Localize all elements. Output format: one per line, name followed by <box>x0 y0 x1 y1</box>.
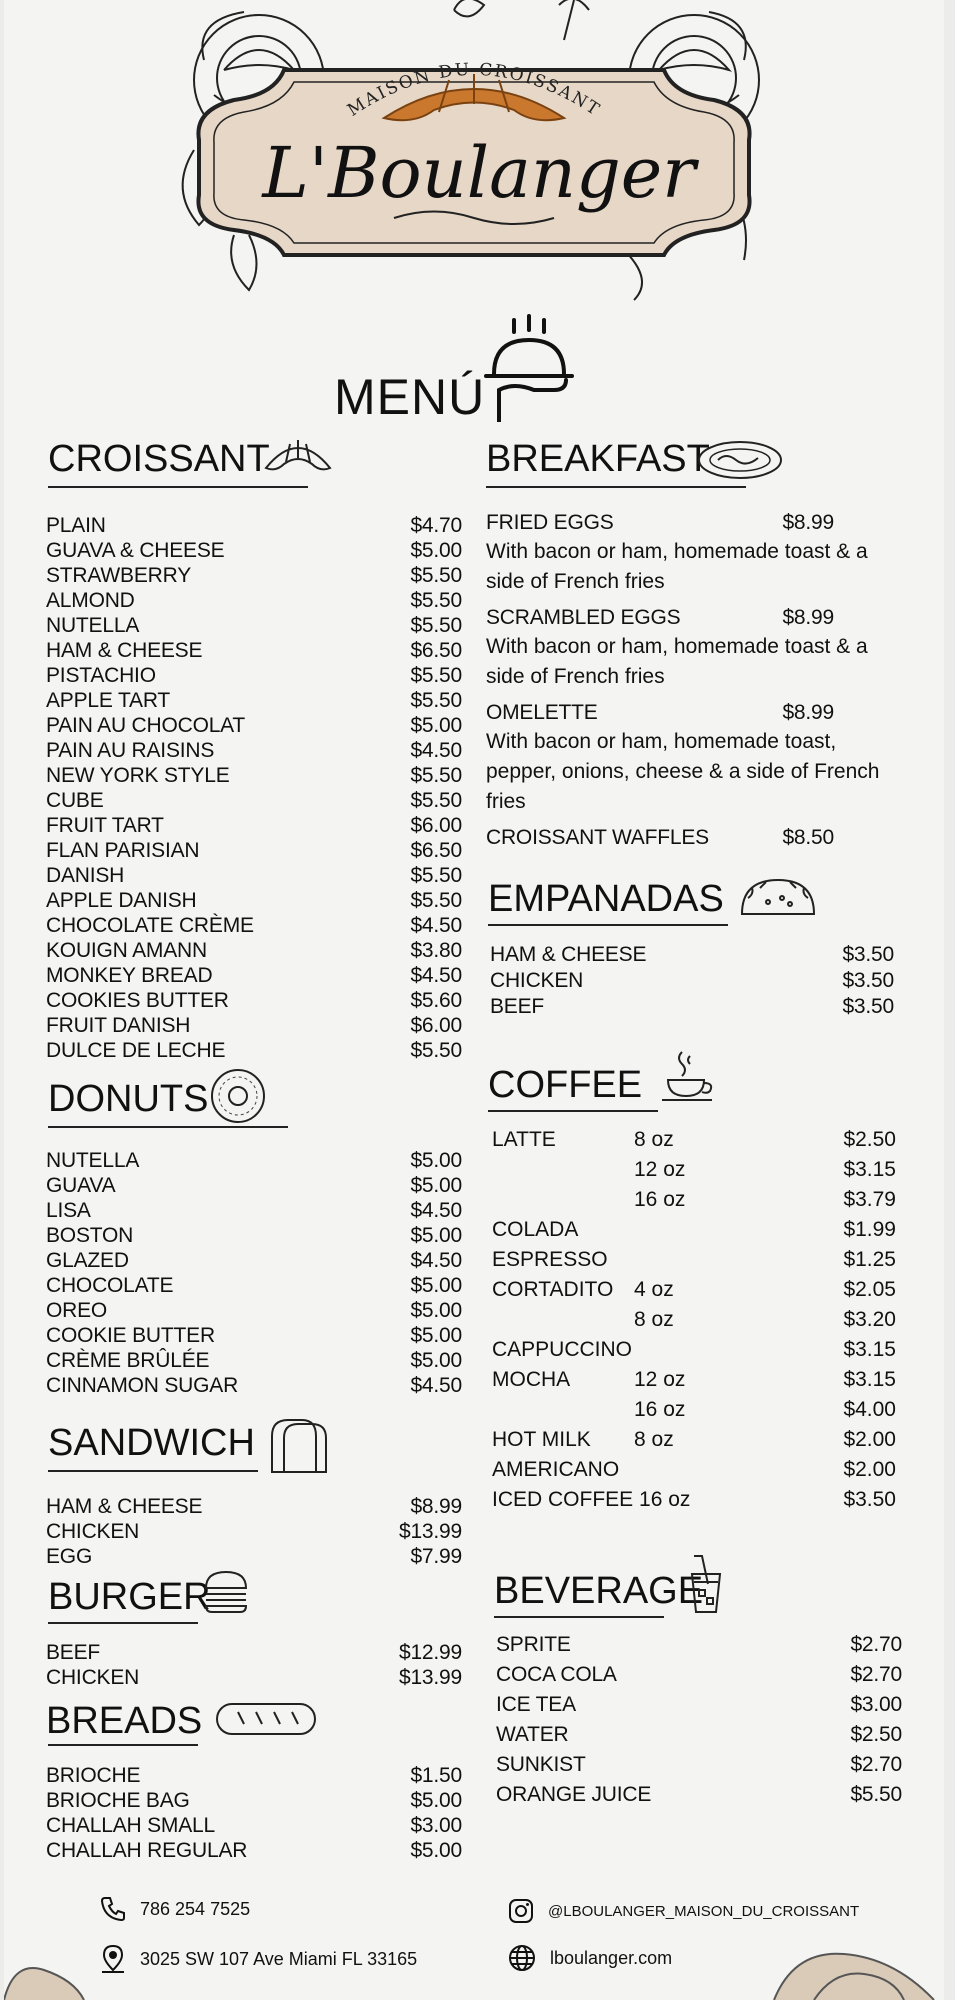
item-price: $5.50 <box>410 889 462 912</box>
donut-icon <box>208 1066 268 1126</box>
item-name: CHOCOLATE CRÈME <box>46 914 254 937</box>
item-name: HAM & CHEESE <box>46 639 203 662</box>
coffee-item <box>492 1485 896 1515</box>
item-name: BRIOCHE <box>46 1764 141 1787</box>
item-price: $5.50 <box>410 689 462 712</box>
item-price: $5.50 <box>410 1039 462 1062</box>
item-name: FRUIT DANISH <box>46 1014 191 1037</box>
item-name: CUBE <box>46 789 104 812</box>
section-rule <box>48 1744 198 1746</box>
menu-item <box>46 538 462 563</box>
section-rule <box>48 1622 198 1624</box>
item-size: 8 oz <box>634 1308 674 1331</box>
item-price: $1.99 <box>843 1218 896 1241</box>
item-name: CINNAMON SUGAR <box>46 1374 239 1397</box>
phone-icon <box>100 1896 126 1922</box>
item-name: PISTACHIO <box>46 664 156 687</box>
menu-item <box>46 638 462 663</box>
item-name: KOUIGN AMANN <box>46 939 207 962</box>
menu-item <box>46 1013 462 1038</box>
item-size <box>634 1335 826 1365</box>
item-name: GLAZED <box>46 1249 129 1272</box>
item-name: COLADA <box>492 1218 579 1241</box>
menu-item <box>490 968 894 994</box>
item-size <box>634 1245 826 1275</box>
item-price: $12.99 <box>398 1641 462 1664</box>
item-price: $4.50 <box>410 1199 462 1222</box>
breakfast-item <box>486 510 894 597</box>
breakfast-item <box>486 605 894 692</box>
menu-item <box>46 1544 462 1569</box>
baguette-icon <box>214 1698 318 1738</box>
item-price: $3.50 <box>842 995 894 1018</box>
item-name: COOKIE BUTTER <box>46 1324 215 1347</box>
item-size: 16 oz <box>634 1188 686 1211</box>
item-price: $6.00 <box>410 814 462 837</box>
coffee-item <box>492 1125 896 1155</box>
item-size <box>634 1215 826 1245</box>
item-name: APPLE DANISH <box>46 889 197 912</box>
item-name: CHALLAH SMALL <box>46 1814 215 1837</box>
item-description: With bacon or ham, homemade toast, pepper, onions, cheese & a side of French fries <box>486 730 880 813</box>
item-price: $4.50 <box>410 739 462 762</box>
item-name: MONKEY BREAD <box>46 964 213 987</box>
coffee-item <box>492 1245 896 1275</box>
item-price: $5.00 <box>410 539 462 562</box>
section-title-coffee: COFFEE <box>488 1064 643 1106</box>
item-name: ICED COFFEE 16 oz <box>492 1488 691 1511</box>
item-name: FRUIT TART <box>46 814 164 837</box>
item-name: CAPPUCCINO <box>492 1338 633 1361</box>
menu-item <box>46 688 462 713</box>
coffee-item <box>492 1365 896 1395</box>
menu-title: MENÚ <box>334 369 486 425</box>
flower-decoration-left <box>4 1950 94 2000</box>
item-name: SPRITE <box>496 1633 571 1656</box>
item-description: With bacon or ham, homemade toast & a side of French fries <box>486 635 868 688</box>
section-rule <box>48 486 308 488</box>
item-price: $5.50 <box>410 789 462 812</box>
item-price: $8.50 <box>782 826 834 849</box>
menu-item <box>46 763 462 788</box>
item-name: SUNKIST <box>496 1753 586 1776</box>
drink-glass-icon <box>686 1554 726 1616</box>
item-price: $5.00 <box>410 1174 462 1197</box>
item-price: $3.15 <box>843 1338 896 1361</box>
globe-icon <box>508 1944 536 1972</box>
item-size: 4 oz <box>634 1278 674 1301</box>
item-price: $8.99 <box>782 606 834 629</box>
item-name: CRÈME BRÛLÉE <box>46 1349 210 1372</box>
coffee-item <box>492 1215 896 1245</box>
item-name: AMERICANO <box>492 1458 620 1481</box>
menu-item <box>46 1788 462 1813</box>
item-name: CHICKEN <box>490 969 584 992</box>
donuts-list <box>46 1148 462 1398</box>
coffee-item <box>492 1425 896 1455</box>
menu-item <box>46 713 462 738</box>
item-size <box>634 1455 826 1485</box>
instagram-handle: @LBOULANGER_MAISON_DU_CROISSANT <box>548 1902 860 1920</box>
coffee-item <box>492 1455 896 1485</box>
section-title-burger: BURGER <box>48 1576 211 1618</box>
item-name <box>492 1305 634 1335</box>
item-price: $5.00 <box>410 1299 462 1322</box>
item-price: $2.00 <box>843 1428 896 1451</box>
item-name <box>492 1395 634 1425</box>
item-price: $3.00 <box>410 1814 462 1837</box>
item-price: $4.50 <box>410 1249 462 1272</box>
item-size: 12 oz <box>634 1368 686 1391</box>
menu-item <box>46 813 462 838</box>
item-name: STRAWBERRY <box>46 564 192 587</box>
breakfast-item <box>486 825 894 850</box>
item-name: GUAVA <box>46 1174 116 1197</box>
item-name: HOT MILK <box>492 1428 591 1451</box>
menu-item <box>46 1665 462 1690</box>
brand-subtitle: MAISON DU CROISSANT <box>344 59 605 121</box>
item-price: $5.50 <box>410 664 462 687</box>
item-price: $5.00 <box>410 1149 462 1172</box>
footer-instagram[interactable] <box>508 1898 859 1924</box>
coffee-item <box>492 1335 896 1365</box>
burger-list <box>46 1640 462 1690</box>
item-price: $8.99 <box>410 1495 462 1518</box>
menu-page <box>4 0 944 2000</box>
item-name: DANISH <box>46 864 125 887</box>
menu-item <box>46 588 462 613</box>
item-price: $5.00 <box>410 1839 462 1862</box>
item-price: $2.50 <box>850 1723 902 1746</box>
menu-item <box>46 988 462 1013</box>
menu-item <box>490 994 894 1020</box>
menu-item <box>496 1780 902 1810</box>
menu-item <box>46 1223 462 1248</box>
section-rule <box>488 924 728 926</box>
item-size: 16 oz <box>634 1398 686 1421</box>
location-pin-icon <box>100 1944 126 1974</box>
item-price: $3.79 <box>843 1188 896 1211</box>
item-name: LISA <box>46 1199 91 1222</box>
item-price: $5.60 <box>410 989 462 1012</box>
item-price: $13.99 <box>398 1520 462 1543</box>
breads-list <box>46 1763 462 1863</box>
instagram-icon <box>508 1898 534 1924</box>
coffee-item <box>492 1275 896 1305</box>
item-price: $4.50 <box>410 914 462 937</box>
item-price: $3.80 <box>410 939 462 962</box>
item-description: With bacon or ham, homemade toast & a side of French fries <box>486 540 868 593</box>
section-rule <box>488 1110 658 1112</box>
menu-item <box>46 1494 462 1519</box>
menu-item <box>46 1519 462 1544</box>
item-name: OREO <box>46 1299 108 1322</box>
item-price: $3.50 <box>842 943 894 966</box>
menu-item <box>46 1298 462 1323</box>
menu-item <box>46 888 462 913</box>
coffee-cup-icon <box>660 1048 716 1106</box>
item-price: $5.50 <box>410 864 462 887</box>
website-link: lboulanger.com <box>550 1947 673 1968</box>
item-price: $8.99 <box>782 701 834 724</box>
menu-item <box>46 1248 462 1273</box>
item-price: $5.50 <box>410 564 462 587</box>
menu-item <box>46 963 462 988</box>
menu-item <box>496 1630 902 1660</box>
item-name: DULCE DE LECHE <box>46 1039 226 1062</box>
menu-item <box>46 563 462 588</box>
item-name: OMELETTE <box>486 701 598 724</box>
item-price: $6.50 <box>410 839 462 862</box>
item-name: SCRAMBLED EGGS <box>486 606 681 629</box>
menu-item <box>496 1720 902 1750</box>
item-size <box>690 1485 826 1515</box>
item-name: ESPRESSO <box>492 1248 608 1271</box>
empanadas-list <box>490 942 894 1020</box>
menu-item <box>46 863 462 888</box>
item-price: $2.50 <box>843 1128 896 1151</box>
menu-item <box>46 1813 462 1838</box>
item-price: $1.25 <box>843 1248 896 1271</box>
menu-item <box>46 663 462 688</box>
croissant-icon <box>262 432 334 482</box>
item-price: $6.50 <box>410 639 462 662</box>
item-price: $5.50 <box>410 764 462 787</box>
plate-icon <box>696 438 784 482</box>
item-price: $2.70 <box>850 1663 902 1686</box>
menu-item <box>46 1640 462 1665</box>
menu-item <box>46 1838 462 1863</box>
section-title-croissant: CROISSANT <box>48 438 270 480</box>
item-price: $2.05 <box>843 1278 896 1301</box>
coffee-item <box>492 1395 896 1425</box>
item-name: CROISSANT WAFFLES <box>486 826 709 849</box>
item-name: COCA COLA <box>496 1663 617 1686</box>
breakfast-item <box>486 700 894 817</box>
item-name: CHOCOLATE <box>46 1274 174 1297</box>
section-title-empanadas: EMPANADAS <box>488 878 724 920</box>
empanada-icon <box>738 874 818 920</box>
menu-item <box>496 1750 902 1780</box>
item-name: CHICKEN <box>46 1520 140 1543</box>
section-title-sandwich: SANDWICH <box>48 1422 255 1464</box>
footer-address[interactable] <box>100 1944 417 1974</box>
item-size: 12 oz <box>634 1158 686 1181</box>
item-price: $5.00 <box>410 1349 462 1372</box>
menu-item <box>46 1273 462 1298</box>
item-name: BEEF <box>46 1641 101 1664</box>
item-price: $4.00 <box>843 1398 896 1421</box>
item-name: GUAVA & CHEESE <box>46 539 225 562</box>
item-price: $5.50 <box>850 1783 902 1806</box>
item-name: WATER <box>496 1723 569 1746</box>
phone-number: 786 254 7525 <box>140 1898 251 1919</box>
breakfast-list <box>486 510 894 856</box>
item-name: PLAIN <box>46 514 106 537</box>
item-price: $5.00 <box>410 1324 462 1347</box>
item-price: $5.00 <box>410 1224 462 1247</box>
item-name: FRIED EGGS <box>486 511 614 534</box>
item-name: APPLE TART <box>46 689 171 712</box>
flower-decoration-right <box>764 1940 944 2000</box>
item-price: $13.99 <box>398 1666 462 1689</box>
item-price: $2.70 <box>850 1753 902 1776</box>
menu-item <box>46 1323 462 1348</box>
item-name: CHALLAH REGULAR <box>46 1839 248 1862</box>
cloche-icon <box>474 312 584 422</box>
item-price: $3.50 <box>842 969 894 992</box>
menu-item <box>46 1373 462 1398</box>
item-size: 8 oz <box>634 1128 674 1151</box>
menu-item <box>46 938 462 963</box>
menu-item <box>46 838 462 863</box>
footer-phone[interactable] <box>100 1896 250 1922</box>
item-price: $4.70 <box>410 514 462 537</box>
item-price: $5.50 <box>410 589 462 612</box>
menu-item <box>46 1198 462 1223</box>
section-rule <box>48 1126 288 1128</box>
coffee-list <box>492 1125 896 1515</box>
item-price: $5.00 <box>410 1274 462 1297</box>
menu-item <box>46 1173 462 1198</box>
section-title-beverage: BEVERAGE <box>494 1570 704 1612</box>
menu-item <box>46 1148 462 1173</box>
menu-item <box>46 1763 462 1788</box>
item-name: COOKIES BUTTER <box>46 989 229 1012</box>
item-name: NUTELLA <box>46 614 140 637</box>
item-price: $2.00 <box>843 1458 896 1481</box>
section-title-breakfast: BREAKFAST <box>486 438 710 480</box>
burger-icon <box>202 1568 250 1616</box>
coffee-item <box>492 1185 896 1215</box>
item-price: $3.50 <box>843 1488 896 1511</box>
item-price: $3.00 <box>850 1693 902 1716</box>
item-name: CORTADITO <box>492 1278 614 1301</box>
menu-item <box>46 788 462 813</box>
brand-name: L'Boulanger <box>262 132 696 214</box>
item-name: LATTE <box>492 1128 556 1151</box>
menu-item <box>496 1690 902 1720</box>
menu-item <box>46 1038 462 1063</box>
menu-item <box>46 613 462 638</box>
beverage-list <box>496 1630 902 1810</box>
item-price: $6.00 <box>410 1014 462 1037</box>
item-price: $7.99 <box>410 1545 462 1568</box>
item-price: $3.20 <box>843 1308 896 1331</box>
item-price: $1.50 <box>410 1764 462 1787</box>
menu-item <box>46 513 462 538</box>
item-name: NUTELLA <box>46 1149 140 1172</box>
item-price: $5.00 <box>410 714 462 737</box>
menu-item <box>46 738 462 763</box>
item-name: NEW YORK STYLE <box>46 764 230 787</box>
item-price: $2.70 <box>850 1633 902 1656</box>
toast-icon <box>266 1416 332 1476</box>
item-name: BEEF <box>490 995 545 1018</box>
item-name: ORANGE JUICE <box>496 1783 652 1806</box>
item-name <box>492 1185 634 1215</box>
item-name: BRIOCHE BAG <box>46 1789 190 1812</box>
section-title-donuts: DONUTS <box>48 1078 209 1120</box>
address-text: 3025 SW 107 Ave Miami FL 33165 <box>140 1948 418 1969</box>
item-price: $4.50 <box>410 964 462 987</box>
item-name: MOCHA <box>492 1368 571 1391</box>
section-rule <box>486 486 746 488</box>
footer-website[interactable] <box>508 1944 672 1972</box>
sandwich-list <box>46 1494 462 1569</box>
coffee-item <box>492 1305 896 1335</box>
item-price: $8.99 <box>782 511 834 534</box>
item-name: PAIN AU CHOCOLAT <box>46 714 246 737</box>
section-rule <box>48 1470 258 1472</box>
item-name: HAM & CHEESE <box>490 943 647 966</box>
menu-item <box>496 1660 902 1690</box>
menu-item <box>46 913 462 938</box>
section-title-breads: BREADS <box>46 1700 203 1742</box>
item-price: $5.00 <box>410 1789 462 1812</box>
item-name: EGG <box>46 1545 93 1568</box>
croissant-list <box>46 513 462 1063</box>
menu-item <box>46 1348 462 1373</box>
menu-item <box>490 942 894 968</box>
item-size: 8 oz <box>634 1428 674 1451</box>
item-name: BOSTON <box>46 1224 134 1247</box>
item-name: ALMOND <box>46 589 135 612</box>
item-price: $4.50 <box>410 1374 462 1397</box>
item-name: PAIN AU RAISINS <box>46 739 215 762</box>
item-price: $3.15 <box>843 1158 896 1181</box>
item-name: HAM & CHEESE <box>46 1495 203 1518</box>
item-price: $5.50 <box>410 614 462 637</box>
item-name: ICE TEA <box>496 1693 576 1716</box>
section-rule <box>494 1616 664 1618</box>
item-name <box>492 1155 634 1185</box>
coffee-item <box>492 1155 896 1185</box>
item-price: $3.15 <box>843 1368 896 1391</box>
item-name: CHICKEN <box>46 1666 140 1689</box>
item-name: FLAN PARISIAN <box>46 839 200 862</box>
